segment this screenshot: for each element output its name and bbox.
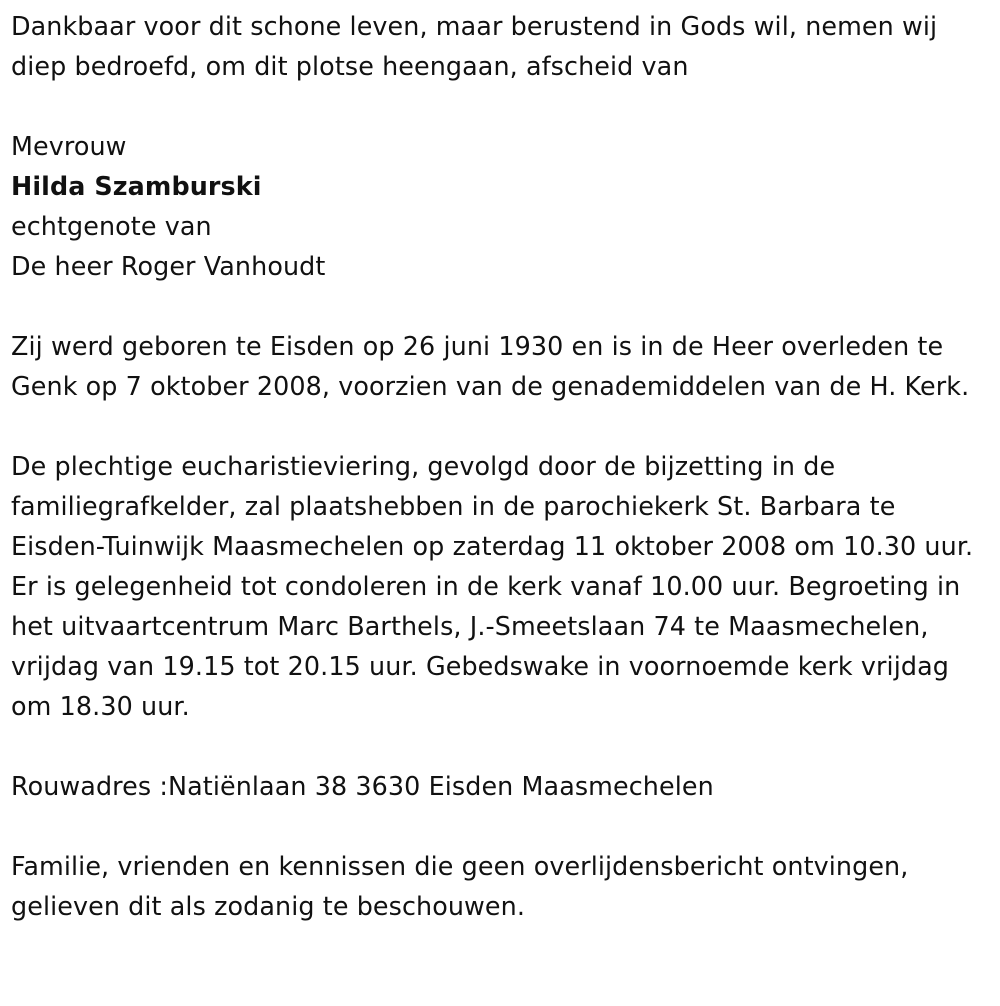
deceased-title: Mevrouw — [11, 131, 127, 161]
spouse-name: De heer Roger Vanhoudt — [11, 251, 326, 281]
deceased-name: Hilda Szamburski — [11, 171, 262, 201]
spacer — [11, 726, 986, 766]
spacer — [11, 406, 986, 446]
ceremony-paragraph: De plechtige eucharistieviering, gevolgd door de bijzetting in de familiegrafkelder, zal plaatshebben in de parochiekerk St. Barbara te Eisden-Tuinwijk Maasmechelen op zaterdag 11 oktober 2008 om 10.30 uur. Er is gelegenheid tot condoleren in de kerk vanaf 10.00 uur. Begroeting in het uitvaartcentrum Marc Barthels, J.-Smeetslaan 74 te Maasmechelen, vrijdag van 19.15 tot 20.15 uur. Gebedswake in voornoemde kerk vrijdag om 18.30 uur. — [11, 451, 974, 721]
obituary-document — [11, 6, 986, 926]
relation-text: echtgenote van — [11, 211, 212, 241]
intro-paragraph: Dankbaar voor dit schone leven, maar berustend in Gods wil, nemen wij diep bedroefd, om dit plotse heengaan, afscheid van — [11, 11, 938, 81]
mourning-address: Rouwadres :Natiënlaan 38 3630 Eisden Maasmechelen — [11, 771, 714, 801]
spacer — [11, 86, 986, 126]
spacer — [11, 806, 986, 846]
birth-death-paragraph: Zij werd geboren te Eisden op 26 juni 1930 en is in de Heer overleden te Genk op 7 oktober 2008, voorzien van de genademiddelen van de H. Kerk. — [11, 331, 970, 401]
closing-paragraph: Familie, vrienden en kennissen die geen overlijdensbericht ontvingen, gelieven dit als zodanig te beschouwen. — [11, 851, 909, 921]
spacer — [11, 286, 986, 326]
